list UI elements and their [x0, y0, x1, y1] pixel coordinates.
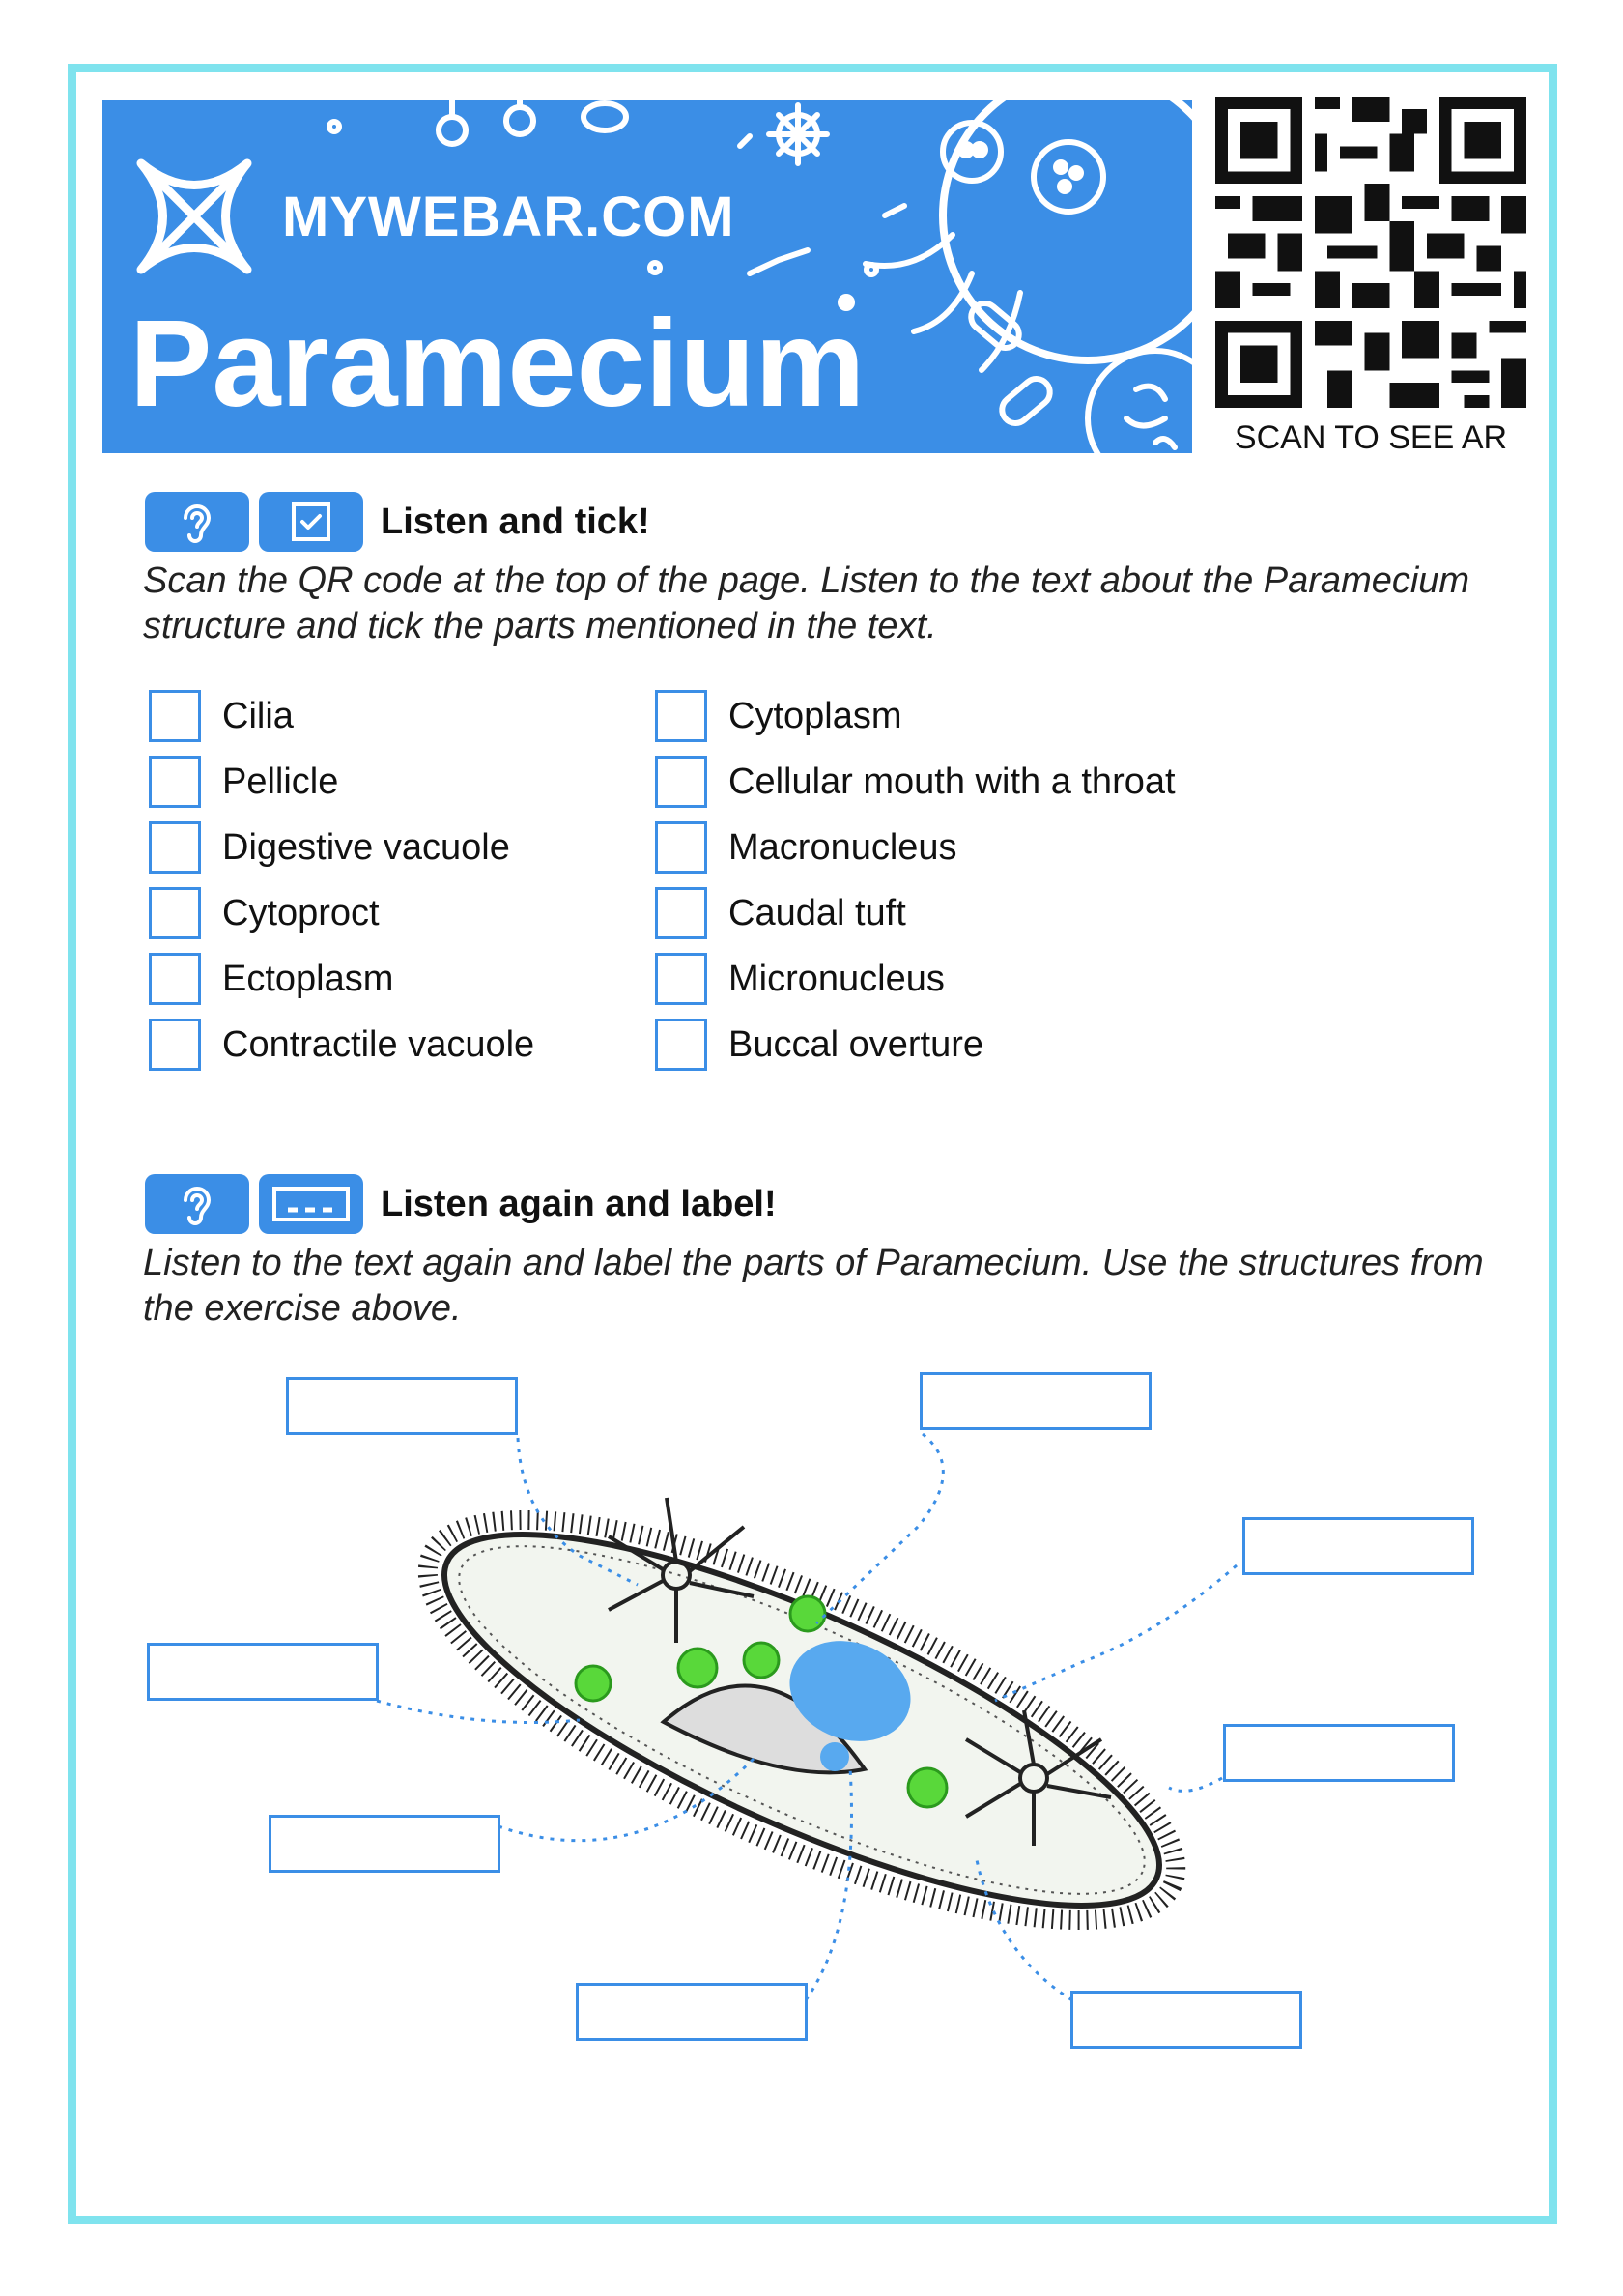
checkbox[interactable]: [655, 821, 707, 874]
checklist-item[interactable]: [149, 821, 534, 874]
label-input-box[interactable]: [1223, 1724, 1455, 1782]
checkbox[interactable]: [655, 1019, 707, 1071]
checkbox-icon: [259, 492, 363, 552]
checklist-label: Ectoplasm: [222, 958, 394, 999]
qr-code-icon[interactable]: [1213, 97, 1528, 408]
checklist-label: Cytoproct: [222, 892, 380, 933]
checkbox[interactable]: [149, 887, 201, 939]
checkbox[interactable]: [149, 756, 201, 808]
checkbox[interactable]: [655, 756, 707, 808]
checklist-label: Buccal overture: [728, 1023, 984, 1065]
checklist-label: Cytoplasm: [728, 695, 902, 736]
checklist-label: Caudal tuft: [728, 892, 906, 933]
section-title: Listen again and label!: [381, 1183, 777, 1224]
checklist-item[interactable]: [149, 690, 534, 742]
checklist-item[interactable]: [655, 690, 1176, 742]
paramecium-diagram: [0, 1334, 1623, 2107]
section-instructions: Scan the QR code at the top of the page. Listen to the text about the Paramecium structure and tick the parts mentioned in the text.: [143, 560, 1470, 646]
checklist-item[interactable]: [149, 887, 534, 939]
x-logo-icon: [131, 154, 257, 279]
page-title: Paramecium: [129, 295, 866, 433]
checklist-label: Micronucleus: [728, 958, 945, 999]
label-input-box[interactable]: [920, 1372, 1152, 1430]
label-input-box[interactable]: [1242, 1517, 1474, 1575]
checklist-label: Contractile vacuole: [222, 1023, 535, 1065]
checkbox[interactable]: [149, 1019, 201, 1071]
label-input-box[interactable]: [1070, 1991, 1302, 2049]
checkbox[interactable]: [655, 690, 707, 742]
qr-caption: SCAN TO SEE AR: [1234, 419, 1508, 456]
checklist-item[interactable]: [655, 756, 1176, 808]
checklist-label: Digestive vacuole: [222, 826, 510, 868]
brand-name: MYWEBAR.COM: [282, 186, 735, 248]
checkbox[interactable]: [655, 953, 707, 1005]
checkbox[interactable]: [149, 821, 201, 874]
text-field-icon: [259, 1174, 363, 1234]
checklist-item[interactable]: [149, 756, 534, 808]
checkbox[interactable]: [149, 690, 201, 742]
checklist-item[interactable]: [655, 821, 1176, 874]
ear-icon: [145, 1174, 249, 1234]
label-input-box[interactable]: [576, 1983, 808, 2041]
label-input-box[interactable]: [147, 1643, 379, 1701]
checkbox[interactable]: [149, 953, 201, 1005]
paramecium-illustration: [0, 1334, 1623, 2107]
label-input-box[interactable]: [286, 1377, 518, 1435]
checklist-item[interactable]: [655, 953, 1176, 1005]
header-banner: [102, 100, 1192, 453]
section-listen-and-label-header: [145, 1173, 777, 1235]
checklist-right: [655, 690, 1176, 1084]
checklist-label: Cilia: [222, 695, 294, 736]
checklist-item[interactable]: [655, 1019, 1176, 1071]
section-title: Listen and tick!: [381, 501, 650, 542]
checklist-item[interactable]: [149, 1019, 534, 1071]
checklist-label: Pellicle: [222, 761, 339, 802]
ear-icon: [145, 492, 249, 552]
checklist-item[interactable]: [655, 887, 1176, 939]
section-instructions: Listen to the text again and label the parts of Paramecium. Use the structures from the exercise above.: [143, 1243, 1484, 1329]
section-listen-and-tick-header: [145, 491, 650, 553]
label-input-box[interactable]: [269, 1815, 500, 1873]
checkbox[interactable]: [655, 887, 707, 939]
checklist-label: Macronucleus: [728, 826, 957, 868]
checklist-left: [149, 690, 534, 1084]
checklist-item[interactable]: [149, 953, 534, 1005]
checklist-label: Cellular mouth with a throat: [728, 761, 1176, 802]
